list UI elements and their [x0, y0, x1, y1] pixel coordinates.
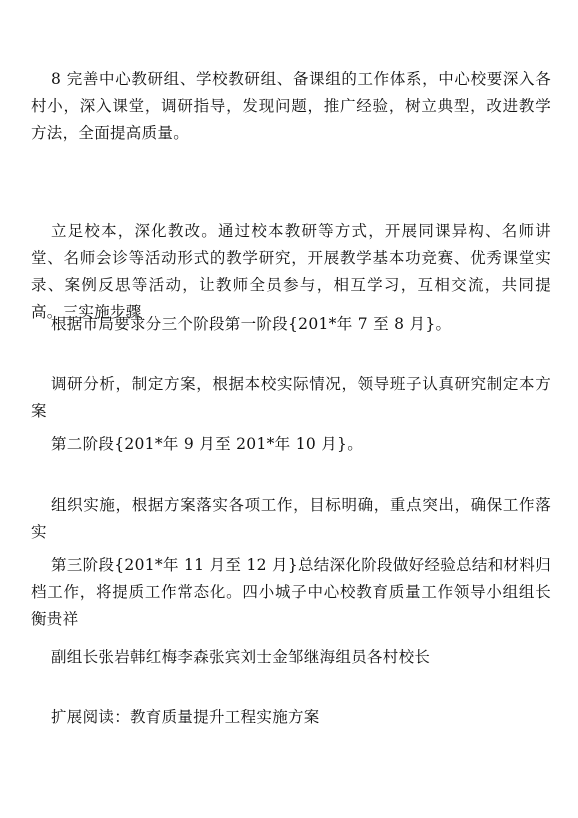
paragraph-stage-one: 根据市局要求分三个阶段第一阶段{201*年 7 至 8 月}。	[51, 315, 452, 333]
paragraph-extended-reading: 扩展阅读：教育质量提升工程实施方案	[51, 708, 320, 726]
paragraph-stage-three: 第三阶段{201*年 11 月至 12 月}总结深化阶段做好经验总结和材料归档工作，将提质工作常态化。四小城子中心校教育质量工作领导小组组长衡贵祥	[31, 556, 551, 628]
paragraph-research-analysis: 调研分析，制定方案，根据本校实际情况，领导班子认真研究制定本方案	[31, 375, 551, 420]
paragraph-deputy-leaders: 副组长张岩韩红梅李森张宾刘士金邹继海组员各村校长	[51, 648, 431, 666]
paragraph-implementation: 组织实施，根据方案落实各项工作，目标明确，重点突出，确保工作落实	[31, 496, 551, 541]
paragraph-stage-two: 第二阶段{201*年 9 月至 201*年 10 月}。	[51, 435, 364, 453]
paragraph-teaching-research-system: 8 完善中心教研组、学校教研组、备课组的工作体系，中心校要深入各村小，深入课堂，调研指导，发现问题，推广经验，树立典型，改进教学方法，全面提高质量。	[31, 70, 551, 142]
paragraph-school-based-reform: 立足校本，深化教改。通过校本教研等方式，开展同课异构、名师讲堂、名师会诊等活动形式的教学研究，开展教学基本功竞赛、优秀课堂实录、案例反思等活动，让教师全员参与，相互学习，互相交流，共同提高。三实施步骤	[31, 222, 551, 321]
